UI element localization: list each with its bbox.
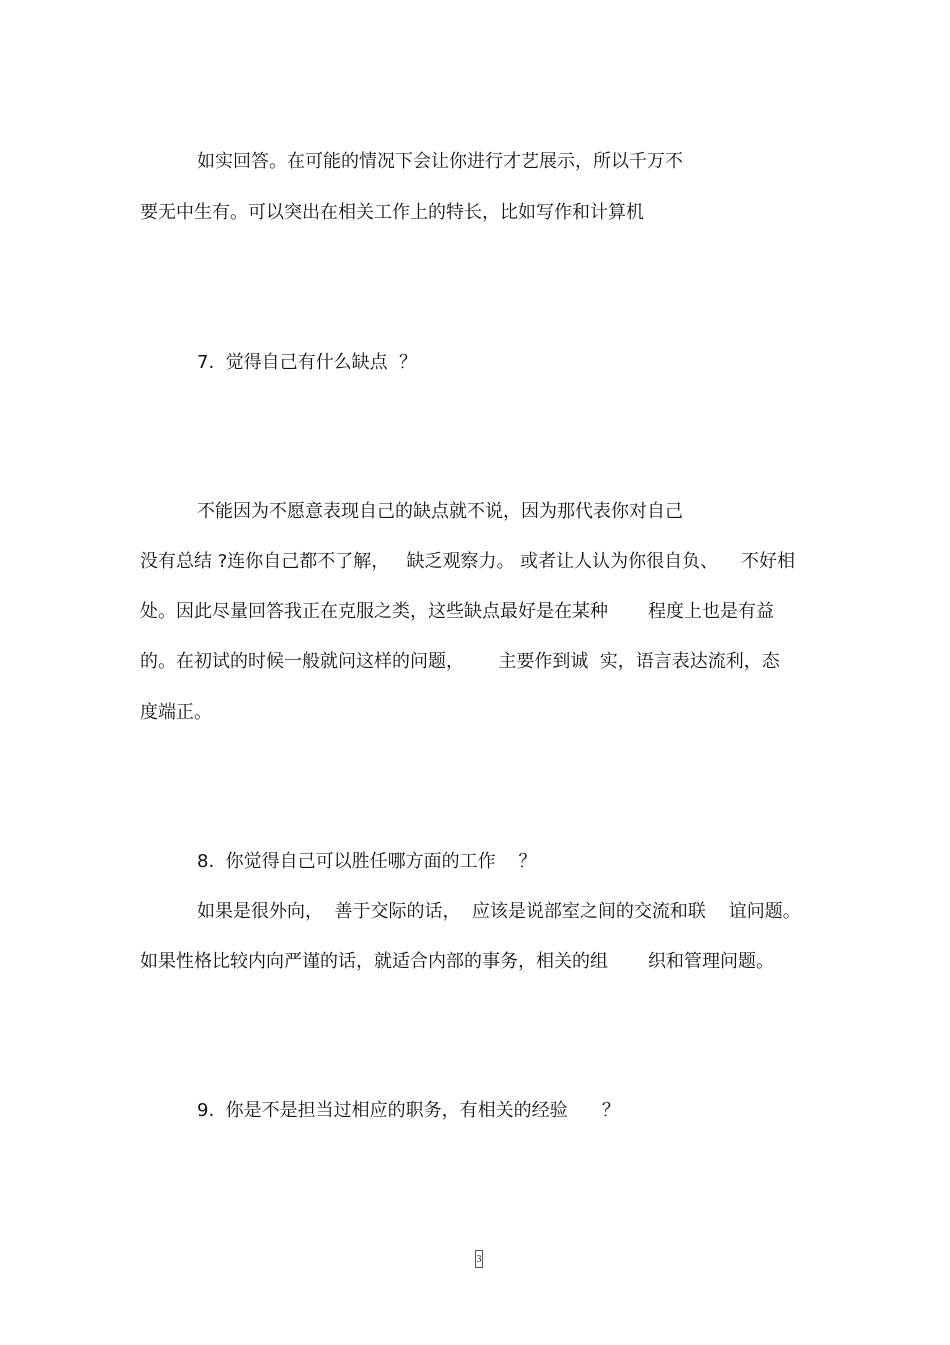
question-8: 8. 你觉得自己可以胜任哪方面的工作 ？ — [197, 851, 537, 872]
question-9: 9. 你是不是担当过相应的职务，有相关的经验 ？ — [197, 1100, 620, 1121]
answer-7-line-1: 不能因为不愿意表现自己的缺点就不说，因为那代表你对自己 — [197, 501, 683, 522]
answer-6-line-2: 要无中生有。可以突出在相关工作上的特长，比如写作和计算机 — [140, 202, 644, 223]
answer-8-line-1: 如果是很外向， 善于交际的话， 应该是说部室之间的交流和联 谊问题。 — [197, 901, 801, 922]
answer-6-line-1: 如实回答。在可能的情况下会让你进行才艺展示，所以千万不 — [197, 151, 683, 172]
answer-8-line-2: 如果性格比较内向严谨的话，就适合内部的事务，相关的组 织和管理问题。 — [140, 951, 775, 972]
question-7: 7. 觉得自己有什么缺点 ？ — [197, 352, 418, 373]
answer-7-line-5: 度端正。 — [140, 702, 212, 723]
page-number: 3 — [475, 1250, 483, 1268]
answer-7-line-3: 处。因此尽量回答我正在克服之类，这些缺点最好是在某种 程度上也是有益 — [140, 601, 775, 622]
answer-7-line-4: 的。在初试的时候一般就问这样的问题， 主要作到诚 实，语言表达流利，态 — [140, 651, 780, 672]
answer-7-line-2: 没有总结 ?连你自己都不了解， 缺乏观察力。 或者让人认为你很自负、 不好相 — [140, 551, 796, 572]
